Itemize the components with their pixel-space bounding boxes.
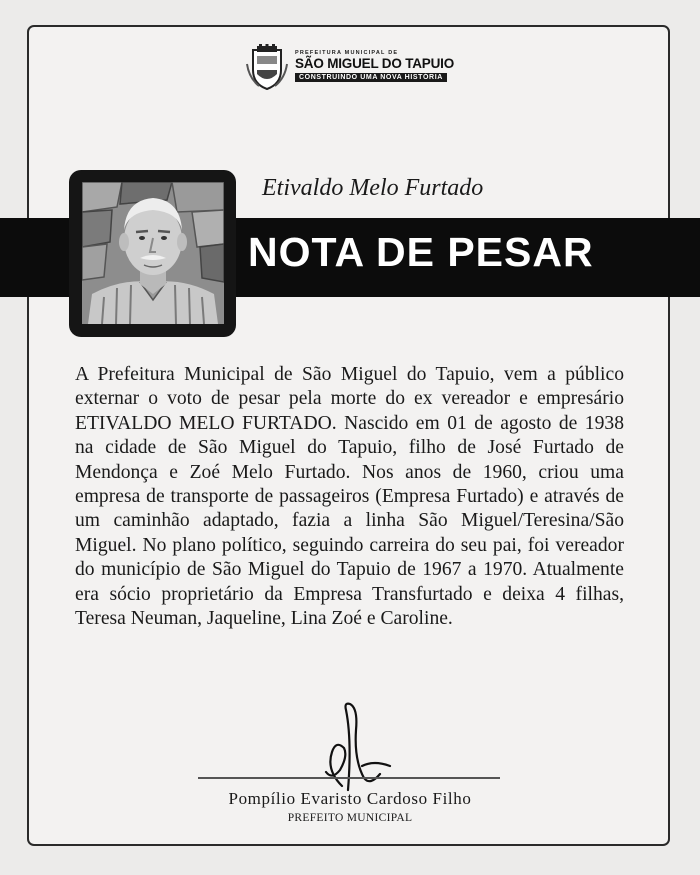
municipal-crest-icon [245,44,289,90]
page-title: NOTA DE PESAR [248,229,594,275]
condolence-text: A Prefeitura Municipal de São Miguel do Tapuio, vem a público externar o voto de pesar pela morte do ex vereador e empresário ETIVALDO MELO FURTADO. Nascido em 01 de agosto de 1938 na cidade de São Miguel do Tapuio, filho de José Furtado de Mendonça e Zoé Melo Furtado. Nos anos de 1960, criou uma empresa de transporte de passageiros (Empresa Furtado) e através de um caminhão adaptado, fazia a linha São Miguel/Teresina/São Miguel. No plano político, seguindo carreira do seu pai, foi vereador do município de São Miguel do Tapuio de 1967 a 1970. Atualmente era sócio proprietário da Empresa Transfurtado e deixa 4 filhas, Teresa Neuman, Jaqueline, Lina Zoé e Caroline. [75,364,624,630]
logo-prefecture-label: PREFEITURA MUNICIPAL DE [295,50,399,56]
logo-city-name: SÃO MIGUEL DO TAPUIO [295,56,455,71]
signer-role: PREFEITO MUNICIPAL [287,812,413,824]
deceased-name: Etivaldo Melo Furtado [262,175,484,201]
portrait-photo [82,182,224,324]
signature-line [198,777,500,779]
signer-name: Pompílio Evaristo Cardoso Filho [228,789,472,808]
portrait-illustration [82,182,224,324]
logo-tagline: CONSTRUINDO UMA NOVA HISTÓRIA [295,73,447,82]
municipal-logo [245,44,460,90]
